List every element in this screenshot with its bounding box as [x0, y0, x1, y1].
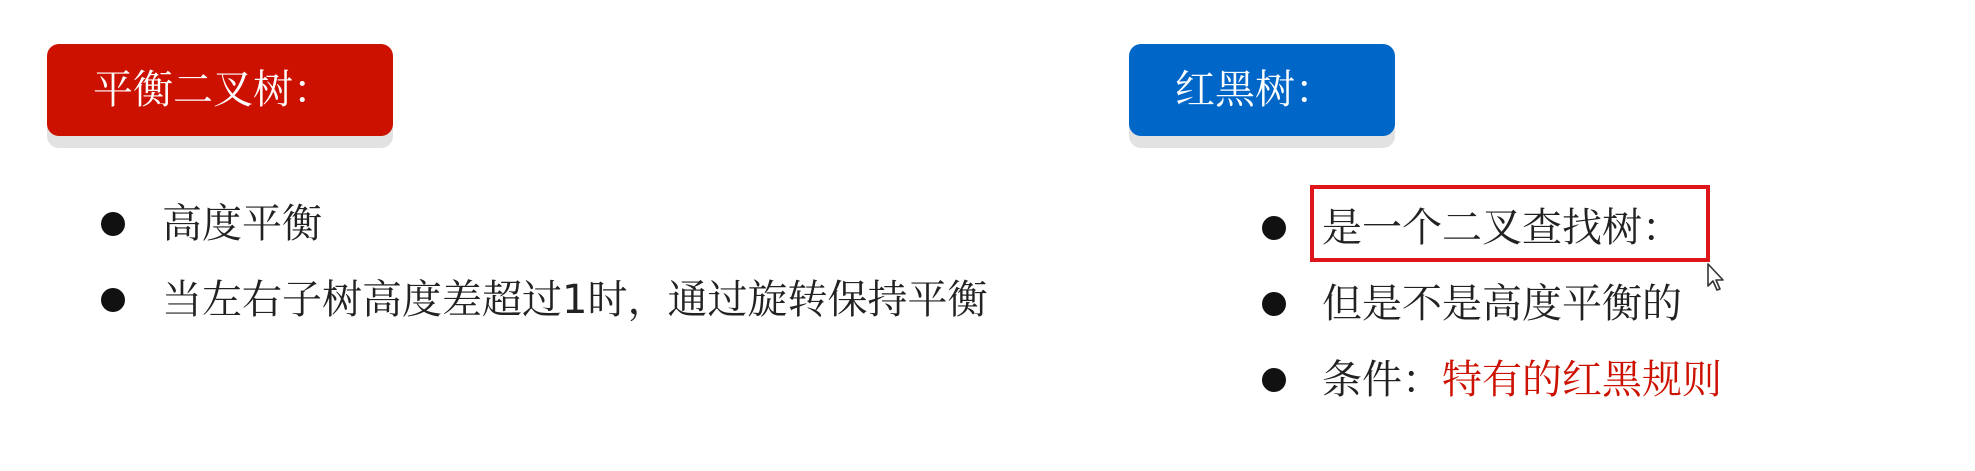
- bullet-dot-icon: [1262, 216, 1286, 240]
- list-item-text: 是一个二叉查找树：: [1322, 205, 1682, 251]
- avl-tree-heading: [47, 44, 393, 136]
- bullet-dot-icon: [1262, 368, 1286, 392]
- bullet-dot-icon: [1262, 292, 1286, 316]
- list-item-text: 高度平衡: [162, 201, 322, 247]
- condition-label: 条件：: [1322, 357, 1442, 403]
- red-black-rules-text: 特有的红黑规则: [1442, 357, 1722, 403]
- annotation-highlight-box: [1310, 185, 1710, 262]
- red-black-tree-heading-text: 红黑树：: [1175, 67, 1335, 113]
- avl-tree-heading-text: 平衡二叉树：: [93, 67, 333, 113]
- bullet-dot-icon: [101, 212, 125, 236]
- mouse-pointer-icon: [1706, 262, 1728, 292]
- list-item-text: 但是不是高度平衡的: [1322, 281, 1682, 327]
- red-black-tree-heading: [1129, 44, 1395, 136]
- list-item-text: [1322, 342, 1722, 418]
- bullet-dot-icon: [101, 288, 125, 312]
- list-item-text: 当左右子树高度差超过1时，通过旋转保持平衡: [162, 277, 988, 323]
